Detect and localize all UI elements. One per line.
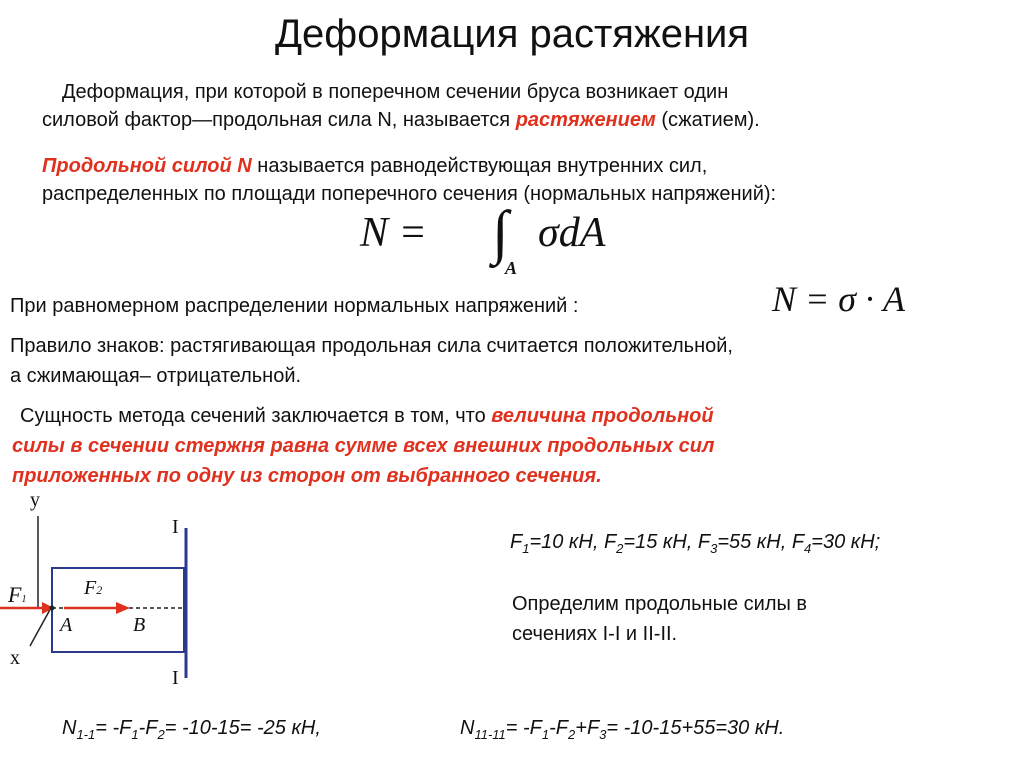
f1-label xyxy=(8,582,26,608)
force-f4-value: =30 кН; xyxy=(811,531,881,553)
sign-rule-line-2: а сжимающая– отрицательной. xyxy=(10,365,302,387)
force-f3: F xyxy=(697,531,711,553)
determine-line-1: Определим продольные силы в xyxy=(512,593,808,615)
x-axis-label: x xyxy=(10,647,20,669)
term-axial-force: Продольной силой N xyxy=(42,155,252,177)
f1-subscript: 1 xyxy=(21,594,27,605)
point-a-dot xyxy=(50,606,55,611)
force-f4: F xyxy=(791,531,805,553)
definition-line-2 xyxy=(42,106,760,134)
integral-subscript: A xyxy=(505,258,518,278)
equation-section-2 xyxy=(460,714,784,749)
force-f4-sub: 4 xyxy=(804,541,812,556)
force-f3-sub: 3 xyxy=(710,541,718,556)
f1-letter: F xyxy=(8,582,22,607)
method-emphasis-1: величина продольной xyxy=(491,405,714,427)
method-emphasis-3: приложенных по одну из сторон от выбранного сечения. xyxy=(12,465,602,487)
f2-arrowhead xyxy=(116,602,130,614)
equation-section-1 xyxy=(62,714,321,749)
definition-line-1: Деформация, при которой в поперечном сечении бруса возникает один xyxy=(62,81,729,103)
eq1-part-a: = -F xyxy=(95,717,132,739)
section-label-top: I xyxy=(172,516,179,538)
eq2-sub-3: 3 xyxy=(599,727,607,742)
eq1-n-sub: 1-1 xyxy=(76,727,96,742)
f2-letter: F xyxy=(84,577,97,599)
definition-text: силовой фактор—продольная сила N, называется xyxy=(42,109,516,131)
axial-force-line-2: распределенных по площади поперечного сечения (нормальных напряжений): xyxy=(42,183,777,205)
force-f2-value: =15 кН, xyxy=(623,531,698,553)
eq1-part-b: -F xyxy=(138,717,158,739)
eq2-part-c: +F xyxy=(575,717,600,739)
formula-lhs: N = xyxy=(360,210,427,256)
method-line-1 xyxy=(20,402,714,430)
f2-label xyxy=(84,577,102,600)
force-f2-sub: 2 xyxy=(616,541,624,556)
force-f1-value: =10 кН, xyxy=(529,531,604,553)
uniform-distribution-text: При равномерном распределении нормальных напряжений : xyxy=(10,295,579,317)
eq1-n: N xyxy=(62,717,77,739)
force-f3-value: =55 кН, xyxy=(717,531,792,553)
given-forces xyxy=(510,528,880,563)
eq2-part-b: -F xyxy=(549,717,569,739)
x-axis xyxy=(30,606,52,646)
eq1-sub-2: 2 xyxy=(157,727,165,742)
bar-diagram xyxy=(0,488,240,698)
point-b-label: B xyxy=(133,614,146,636)
eq2-sub-1: 1 xyxy=(541,727,550,742)
f2-subscript: 2 xyxy=(96,583,103,597)
page-title: Деформация растяжения xyxy=(274,12,750,56)
definition-text-end: (сжатием). xyxy=(655,109,760,131)
axial-force-text: называется равнодействующая внутренних сил, xyxy=(251,155,708,177)
method-text: Сущность метода сечений заключается в том, что xyxy=(20,405,492,427)
y-axis-label: y xyxy=(30,489,40,511)
force-f2: F xyxy=(603,531,617,553)
integral-formula xyxy=(360,208,427,258)
force-f1-sub: 1 xyxy=(522,541,530,556)
eq1-result: = -10-15= -25 кН, xyxy=(164,717,321,739)
point-a-label: A xyxy=(60,614,73,636)
force-f1: F xyxy=(510,531,523,553)
axial-force-line-1 xyxy=(42,152,707,180)
determine-line-2: сечениях I-I и II-II. xyxy=(512,623,678,645)
section-label-bottom: I xyxy=(172,667,179,689)
sign-rule-line-1: Правило знаков: растягивающая продольная сила считается положительной, xyxy=(10,335,733,357)
method-emphasis-2: силы в сечении стержня равна сумме всех внешних продольных сил xyxy=(12,435,715,457)
integral-sign: ∫ xyxy=(492,199,509,265)
eq2-result: = -10-15+55=30 кН. xyxy=(606,717,785,739)
eq2-sub-2: 2 xyxy=(568,727,576,742)
eq2-part-a: = -F xyxy=(505,717,542,739)
formula-rhs: σdA xyxy=(538,210,606,256)
eq1-sub-1: 1 xyxy=(131,727,139,742)
eq2-n-sub: 11-11 xyxy=(474,727,506,742)
term-tension: растяжением xyxy=(515,109,656,131)
eq2-n: N xyxy=(460,717,475,739)
uniform-formula: N = σ · A xyxy=(772,279,906,319)
